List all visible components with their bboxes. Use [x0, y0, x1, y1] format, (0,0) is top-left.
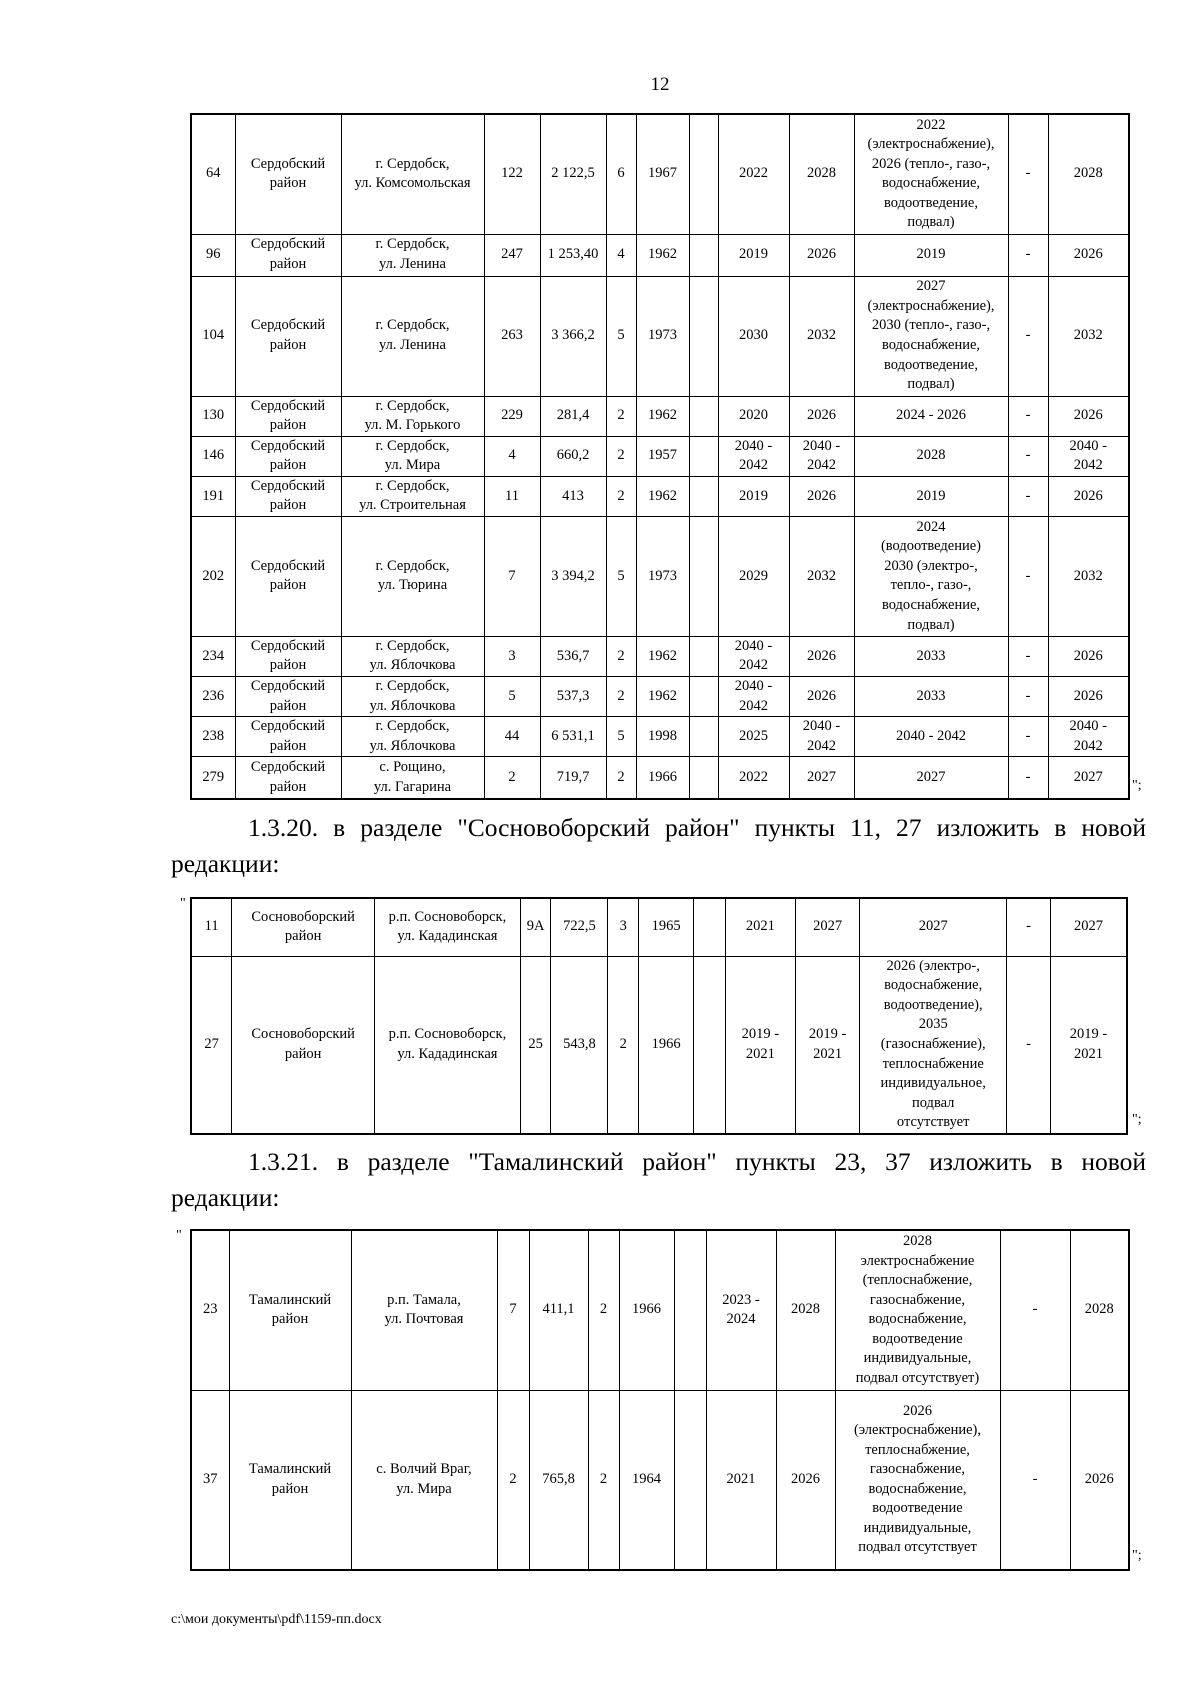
table-cell: 2026 (электроснабжение), теплоснабжение, газоснабжение, водоснабжение, водоотведение индивидуальные, подвал отсутствует: [835, 1390, 1000, 1570]
table-cell: [689, 516, 718, 636]
table-cell: -: [1000, 1390, 1070, 1570]
table-cell: г. Сердобск, ул. Яблочкова: [341, 677, 484, 717]
table-cell: 2: [606, 757, 636, 799]
table-cell: 1957: [636, 436, 689, 476]
table-cell: 2028: [789, 114, 854, 234]
paragraph-line: 1.3.20. в разделе "Сосновоборский район" пункты 11, 27 изложить в новой: [248, 813, 1146, 842]
table-cell: [689, 476, 718, 516]
table-cell: 2026: [1048, 636, 1129, 676]
table-cell: 236: [191, 677, 235, 717]
table-cell: Сердобский район: [235, 677, 341, 717]
table-cell: Сердобский район: [235, 234, 341, 276]
table-cell: [689, 234, 718, 276]
table-cell: 2026: [1070, 1390, 1129, 1570]
table-cell: [689, 436, 718, 476]
table-cell: 2028: [1048, 114, 1129, 234]
table-cell: 536,7: [540, 636, 606, 676]
table-cell: 27: [191, 956, 232, 1134]
table-cell: 2021: [725, 898, 795, 956]
table-cell: 281,4: [540, 396, 606, 436]
table-cell: 660,2: [540, 436, 606, 476]
table-cell: 2: [606, 636, 636, 676]
table-cell: 2025: [718, 717, 789, 757]
paragraph-line: редакции:: [171, 849, 280, 878]
table-cell: 2040 - 2042: [718, 677, 789, 717]
sosnovoborsk-table: [190, 897, 1128, 1135]
table-cell: 2032: [1048, 276, 1129, 396]
table-cell: 229: [484, 396, 540, 436]
table-cell: 96: [191, 234, 235, 276]
table-cell: -: [1008, 396, 1048, 436]
table-cell: с. Волчий Враг, ул. Мира: [351, 1390, 497, 1570]
table-cell: 413: [540, 476, 606, 516]
table-cell: 2027: [854, 757, 1008, 799]
table-cell: -: [1008, 757, 1048, 799]
table-cell: 2019: [718, 476, 789, 516]
table-cell: 3 366,2: [540, 276, 606, 396]
table-cell: 2019: [718, 234, 789, 276]
table2-close-quote: ";: [1132, 1112, 1142, 1127]
table-cell: г. Сердобск, ул. М. Горького: [341, 396, 484, 436]
table-cell: 2026: [789, 636, 854, 676]
table-cell: Сердобский район: [235, 436, 341, 476]
table-row: [191, 956, 1127, 1134]
table-cell: -: [1008, 677, 1048, 717]
table-cell: р.п. Сосновоборск, ул. Кададинская: [375, 898, 521, 956]
table-cell: г. Сердобск, ул. Ленина: [341, 276, 484, 396]
tamala-table: [190, 1229, 1130, 1571]
table-cell: -: [1007, 956, 1051, 1134]
table-cell: 2019: [854, 234, 1008, 276]
table-cell: Сердобский район: [235, 276, 341, 396]
table-cell: Тамалинский район: [229, 1390, 351, 1570]
table-cell: 2026: [789, 396, 854, 436]
table-cell: 2040 - 2042: [1048, 436, 1129, 476]
table-cell: г. Сердобск, ул. Строительная: [341, 476, 484, 516]
table-cell: 2028: [1070, 1230, 1129, 1390]
table-cell: [674, 1230, 706, 1390]
table-cell: 2021: [706, 1390, 776, 1570]
table-cell: 3: [484, 636, 540, 676]
table-cell: 247: [484, 234, 540, 276]
table1-close-quote: ";: [1132, 778, 1142, 793]
table-cell: [689, 114, 718, 234]
table-cell: 1973: [636, 516, 689, 636]
table-cell: 2 122,5: [540, 114, 606, 234]
table-cell: 9А: [520, 898, 551, 956]
table-cell: Сердобский район: [235, 476, 341, 516]
table-cell: 1962: [636, 636, 689, 676]
table-cell: 2019 - 2021: [725, 956, 795, 1134]
table-cell: 2040 - 2042: [854, 717, 1008, 757]
table-row: [191, 234, 1129, 276]
table-cell: 2029: [718, 516, 789, 636]
table-cell: 238: [191, 717, 235, 757]
table-cell: 2027: [796, 898, 860, 956]
table-cell: 2: [606, 436, 636, 476]
table-cell: 1973: [636, 276, 689, 396]
table-cell: г. Сердобск, ул. Комсомольская: [341, 114, 484, 234]
table-cell: 411,1: [529, 1230, 588, 1390]
table-cell: -: [1008, 717, 1048, 757]
table-cell: г. Сердобск, ул. Ленина: [341, 234, 484, 276]
table-cell: 2040 - 2042: [718, 636, 789, 676]
table-cell: 104: [191, 276, 235, 396]
table-cell: 1998: [636, 717, 689, 757]
table-cell: [689, 636, 718, 676]
table-cell: 2026: [1048, 476, 1129, 516]
table-cell: Сердобский район: [235, 636, 341, 676]
table-cell: 1966: [639, 956, 694, 1134]
table-cell: 44: [484, 717, 540, 757]
table-cell: 2024 (водоотведение) 2030 (электро-, тепло-, газо-, водоснабжение, подвал): [854, 516, 1008, 636]
table-cell: 2026: [789, 234, 854, 276]
table-cell: 2040 - 2042: [789, 436, 854, 476]
table-cell: 2: [608, 956, 639, 1134]
table-cell: 722,5: [551, 898, 608, 956]
table-cell: 2028 электроснабжение (теплоснабжение, газоснабжение, водоснабжение, водоотведение индивидуальные, подвал отсутствует): [835, 1230, 1000, 1390]
table-cell: 2022 (электроснабжение), 2026 (тепло-, газо-, водоснабжение, водоотведение, подвал): [854, 114, 1008, 234]
table-cell: 2027 (электроснабжение), 2030 (тепло-, газо-, водоснабжение, водоотведение, подвал): [854, 276, 1008, 396]
table-cell: 2026: [789, 677, 854, 717]
table-cell: 2033: [854, 636, 1008, 676]
table-cell: г. Сердобск, ул. Мира: [341, 436, 484, 476]
table-row: [191, 636, 1129, 676]
table-row: [191, 476, 1129, 516]
table-cell: 1962: [636, 396, 689, 436]
table-cell: 2024 - 2026: [854, 396, 1008, 436]
table-cell: Сердобский район: [235, 516, 341, 636]
table-cell: 37: [191, 1390, 229, 1570]
table3-open-quote: ": [176, 1228, 182, 1243]
table-cell: 2032: [1048, 516, 1129, 636]
paragraph-1-3-21: [171, 1144, 1146, 1216]
paragraph-line: редакции:: [171, 1183, 280, 1212]
table-cell: 11: [191, 898, 232, 956]
table-row: [191, 276, 1129, 396]
sердobsk-table: [190, 113, 1130, 800]
table-row: [191, 114, 1129, 234]
table-cell: 2026 (электро-, водоснабжение, водоотведение), 2035 (газоснабжение), теплоснабжение индивидуальное, подвал отсутствует: [860, 956, 1007, 1134]
paragraph-1-3-20: [171, 810, 1146, 882]
table-cell: -: [1008, 114, 1048, 234]
table-cell: 1966: [619, 1230, 674, 1390]
table-cell: р.п. Тамала, ул. Почтовая: [351, 1230, 497, 1390]
table-cell: 2033: [854, 677, 1008, 717]
table-cell: 1966: [636, 757, 689, 799]
table-cell: 191: [191, 476, 235, 516]
table-cell: 3: [608, 898, 639, 956]
table-cell: г. Сердобск, ул. Тюрина: [341, 516, 484, 636]
table-cell: 2032: [789, 276, 854, 396]
table-cell: 2019 - 2021: [1050, 956, 1127, 1134]
table-cell: -: [1008, 516, 1048, 636]
table-cell: 2030: [718, 276, 789, 396]
table-cell: 2027: [860, 898, 1007, 956]
table-cell: Сердобский район: [235, 717, 341, 757]
table-cell: 7: [497, 1230, 529, 1390]
table-row: [191, 396, 1129, 436]
table-cell: 263: [484, 276, 540, 396]
table-cell: [689, 276, 718, 396]
table-row: [191, 717, 1129, 757]
table-cell: 2: [484, 757, 540, 799]
table-cell: 1 253,40: [540, 234, 606, 276]
table-cell: 2026: [776, 1390, 835, 1570]
table-cell: 1967: [636, 114, 689, 234]
table-cell: 202: [191, 516, 235, 636]
table-cell: р.п. Сосновоборск, ул. Кададинская: [375, 956, 521, 1134]
table-cell: 4: [484, 436, 540, 476]
table-cell: 2023 - 2024: [706, 1230, 776, 1390]
table-cell: [689, 757, 718, 799]
table-cell: с. Рощино, ул. Гагарина: [341, 757, 484, 799]
table-cell: 2022: [718, 114, 789, 234]
table-cell: 2027: [1050, 898, 1127, 956]
file-path-footer: c:\мои документы\pdf\1159-пп.docx: [171, 1612, 382, 1627]
table-cell: 2028: [854, 436, 1008, 476]
table-cell: 2026: [789, 476, 854, 516]
table-cell: 2022: [718, 757, 789, 799]
table-cell: [689, 396, 718, 436]
table-row: [191, 1230, 1129, 1390]
table-row: [191, 436, 1129, 476]
table-cell: 2: [606, 396, 636, 436]
table-cell: 537,3: [540, 677, 606, 717]
table-cell: Сердобский район: [235, 396, 341, 436]
table-cell: -: [1008, 476, 1048, 516]
table-cell: г. Сердобск, ул. Яблочкова: [341, 717, 484, 757]
table-cell: Сосновоборский район: [232, 898, 375, 956]
table-cell: [694, 956, 726, 1134]
table-cell: 5: [606, 516, 636, 636]
table-cell: -: [1000, 1230, 1070, 1390]
table-row: [191, 1390, 1129, 1570]
table-cell: -: [1007, 898, 1051, 956]
page-number: 12: [650, 74, 670, 95]
table-cell: 765,8: [529, 1390, 588, 1570]
table-cell: 279: [191, 757, 235, 799]
table-cell: 146: [191, 436, 235, 476]
table-cell: 64: [191, 114, 235, 234]
table-cell: 2040 - 2042: [718, 436, 789, 476]
table-row: [191, 516, 1129, 636]
table-row: [191, 757, 1129, 799]
table-cell: -: [1008, 276, 1048, 396]
table-cell: 2: [606, 476, 636, 516]
table-cell: 5: [606, 276, 636, 396]
table-cell: 5: [606, 717, 636, 757]
table-cell: -: [1008, 636, 1048, 676]
table-row: [191, 898, 1127, 956]
table-cell: 1962: [636, 476, 689, 516]
table3-close-quote: ";: [1132, 1548, 1142, 1563]
table-cell: 719,7: [540, 757, 606, 799]
table-cell: -: [1008, 436, 1048, 476]
table-cell: 2040 - 2042: [789, 717, 854, 757]
table-cell: 6: [606, 114, 636, 234]
table-cell: 122: [484, 114, 540, 234]
table-cell: 2027: [789, 757, 854, 799]
table-cell: 2: [588, 1230, 619, 1390]
table-cell: 2028: [776, 1230, 835, 1390]
table-cell: 11: [484, 476, 540, 516]
table-cell: 1964: [619, 1390, 674, 1570]
table-cell: 5: [484, 677, 540, 717]
table-cell: г. Сердобск, ул. Яблочкова: [341, 636, 484, 676]
table-cell: 2019: [854, 476, 1008, 516]
table-cell: 543,8: [551, 956, 608, 1134]
table-cell: 2026: [1048, 677, 1129, 717]
table-cell: 2026: [1048, 234, 1129, 276]
table-cell: 6 531,1: [540, 717, 606, 757]
table-cell: Сосновоборский район: [232, 956, 375, 1134]
table-cell: 2: [497, 1390, 529, 1570]
table-cell: 2019 - 2021: [796, 956, 860, 1134]
table-cell: 2: [606, 677, 636, 717]
table-cell: Сердобский район: [235, 114, 341, 234]
table-cell: [689, 677, 718, 717]
table-cell: 2026: [1048, 396, 1129, 436]
table-cell: 1965: [639, 898, 694, 956]
table-cell: [694, 898, 726, 956]
table-cell: 1962: [636, 234, 689, 276]
table-cell: [674, 1390, 706, 1570]
table-cell: Тамалинский район: [229, 1230, 351, 1390]
table-cell: 4: [606, 234, 636, 276]
table-cell: 2040 - 2042: [1048, 717, 1129, 757]
table-cell: 130: [191, 396, 235, 436]
table-cell: 2032: [789, 516, 854, 636]
table-cell: Сердобский район: [235, 757, 341, 799]
table-cell: 2: [588, 1390, 619, 1570]
table-cell: 234: [191, 636, 235, 676]
table-cell: 2020: [718, 396, 789, 436]
table-cell: 25: [520, 956, 551, 1134]
table-row: [191, 677, 1129, 717]
table-cell: -: [1008, 234, 1048, 276]
table-cell: 2027: [1048, 757, 1129, 799]
paragraph-line: 1.3.21. в разделе "Тамалинский район" пункты 23, 37 изложить в новой: [248, 1147, 1146, 1176]
table-cell: 7: [484, 516, 540, 636]
table-cell: [689, 717, 718, 757]
table-cell: 3 394,2: [540, 516, 606, 636]
table-cell: 1962: [636, 677, 689, 717]
table-cell: 23: [191, 1230, 229, 1390]
table2-open-quote: ": [180, 896, 186, 911]
